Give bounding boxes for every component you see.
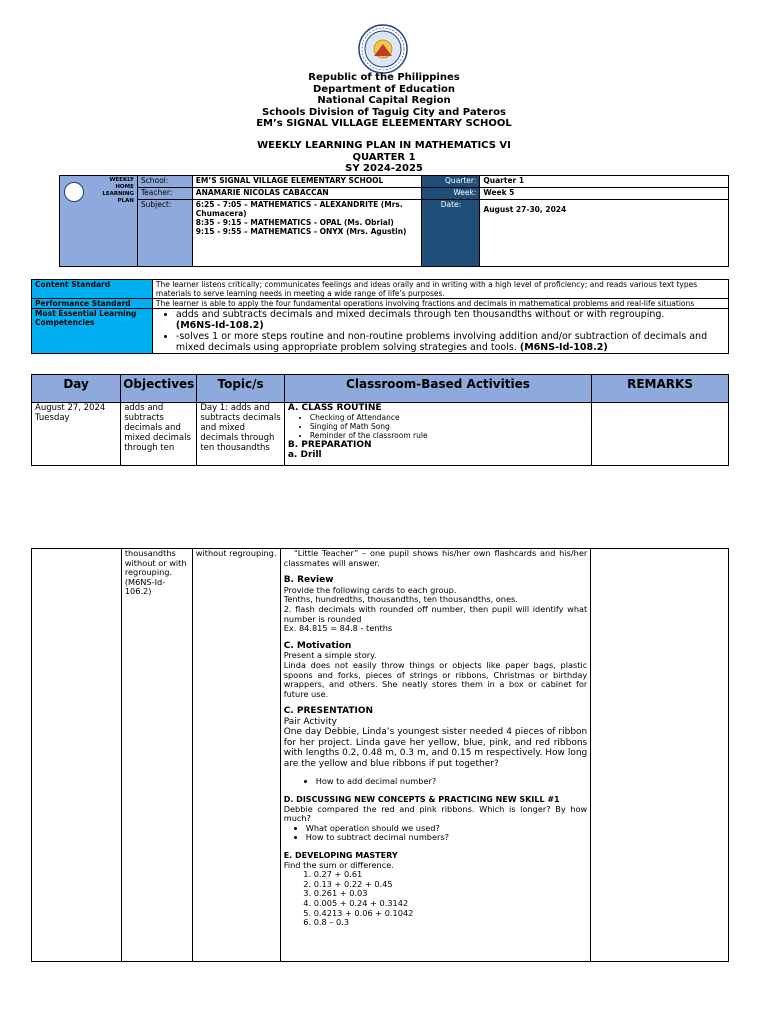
header-block: [0, 72, 768, 130]
header-line: EM’s SIGNAL VILLAGE ELEEMENTARY SCHOOL: [256, 118, 512, 129]
header-line: Republic of the Philippines: [308, 72, 460, 83]
content-standard-label: Content Standard: [32, 280, 153, 299]
review-line: Provide the following cards to each group.: [283, 584, 457, 595]
activities-table: [31, 374, 729, 466]
review-heading: B. Review: [283, 575, 334, 586]
topic-text-continued: without regrouping.: [192, 549, 280, 962]
standards-table: [31, 279, 729, 354]
week-label: Week:: [422, 188, 480, 200]
objective-text: adds and subtracts decimals and mixed decimals through ten: [121, 403, 197, 466]
presentation-question: • How to add decimal number?: [316, 777, 588, 787]
motivation-line: Present a simple story.: [283, 650, 377, 661]
routine-heading: A. CLASS ROUTINE: [287, 403, 382, 413]
activities-table-continued: [31, 548, 729, 962]
subject-line: 8:35 - 9:15 – MATHEMATICS - OPAL (Ms. Obrial): [195, 218, 394, 227]
presentation-heading: C. PRESENTATION: [283, 706, 374, 717]
header-line: National Capital Region: [317, 95, 451, 106]
motivation-line: Linda does not easily throw things or objects like paper bags, plastic spoons and forks, pieces of strings or ribbons, Christmas or birthday wrappers, and others. She neatly stores them in a box or cabinet for future use.: [283, 659, 588, 699]
exercise-item: 4. 0.005 + 0.24 + 0.3142: [314, 899, 588, 909]
col-header-day: Day: [32, 375, 121, 403]
subject-line: 9:15 - 9:55 – MATHEMATICS - ONYX (Mrs. Agustin): [195, 227, 407, 236]
motivation-heading: C. Motivation: [283, 640, 352, 651]
remarks-cell: [592, 403, 729, 466]
presentation-story: One day Debbie, Linda’s youngest sister needed 4 pieces of ribbon for her project. Linda gave her yellow, blue, pink, and red ribbons with lengths 0.2, 0.48 m, 0.3 m, and 0.15 m respectively. How long are the yellow and blue ribbons if put together?: [283, 727, 588, 769]
content-standard-text: The learner listens critically; communicates feelings and ideas orally and in writing with a high level of proficiency; and reads various text types materials to serve learning needs in meeting a wide range of life’s purposes.: [152, 280, 728, 299]
developing-heading: E. DEVELOPING MASTERY: [283, 850, 398, 860]
discussing-item: • How to subtract decimal numbers?: [306, 833, 588, 843]
subject-line: 6:25 - 7:05 – MATHEMATICS - ALEXANDRITE (Mrs. Chumacera): [195, 200, 403, 218]
topic-text: Day 1: adds and subtracts decimals and mixed decimals through ten thousandths: [197, 403, 285, 466]
melc-item: • adds and subtracts decimals and mixed decimals through ten thousandths without or with regrouping. (M6NS-Id-108.2): [176, 309, 725, 331]
review-line: Tenths, hundredths, thousandths, ten thousandths, ones.: [283, 594, 518, 605]
preparation-heading: B. PREPARATION: [287, 440, 372, 450]
performance-standard-label: Performance Standard: [32, 299, 153, 309]
plan-title: [0, 140, 768, 175]
title-line: WEEKLY LEARNING PLAN IN MATHEMATICS VI: [257, 140, 511, 151]
teacher-value: ANAMARIE NICOLAS CABACCAN: [192, 188, 422, 200]
day-cell-continued: [32, 549, 122, 962]
info-table: [59, 175, 729, 267]
performance-standard-text: The learner is able to apply the four fundamental operations involving fractions and decimals in mathematical problems and real-life situations: [152, 299, 728, 309]
presentation-line: Pair Activity: [283, 716, 337, 727]
little-teacher-text: “Little Teacher” – one pupil shows his/her own flashcards and his/her classmates will answer.: [283, 548, 588, 568]
badge-seal-icon: [64, 182, 84, 202]
melc-label: Most Essential Learning Competencies: [32, 309, 153, 354]
exercise-item: 5. 0.4213 + 0.06 + 0.1042: [314, 909, 588, 919]
day-date: August 27, 2024: [35, 403, 106, 413]
subject-label: Subject:: [137, 200, 192, 267]
exercise-item: 6. 0.8 – 0.3: [314, 918, 588, 928]
remarks-cell-continued: [591, 549, 729, 962]
week-value: Week 5: [480, 188, 729, 200]
col-header-topics: Topic/s: [197, 375, 285, 403]
exercise-item: 3. 0.261 + 0.03: [314, 889, 588, 899]
col-header-objectives: Objectives: [121, 375, 197, 403]
exercise-item: 1. 0.27 + 0.61: [314, 870, 588, 880]
title-line: QUARTER 1: [352, 151, 416, 163]
quarter-value: Quarter 1: [480, 176, 729, 188]
review-line: 2. flash decimals with rounded off number, then pupil will identify what number is rounded: [283, 603, 588, 624]
routine-item: • Reminder of the classroom rule: [310, 431, 588, 440]
col-header-remarks: REMARKS: [592, 375, 729, 403]
date-label: Date:: [422, 200, 480, 267]
date-value: August 27-30, 2024: [483, 205, 567, 214]
discussing-item: • What operation should we used?: [306, 824, 588, 834]
review-line: Ex. 84.815 = 84.8 - tenths: [283, 623, 393, 634]
exercise-item: 2. 0.13 + 0.22 + 0.45: [314, 880, 588, 890]
melc-item: • -solves 1 or more steps routine and non-routine problems involving addition and/or subtraction of decimals and mixed decimals using appropriate problem solving strategies and tools. (M6NS-Id-108.2): [176, 331, 725, 353]
deped-seal: [358, 24, 408, 74]
day-weekday: Tuesday: [35, 413, 70, 423]
discussing-heading: D. DISCUSSING NEW CONCEPTS & PRACTICING NEW SKILL #1: [283, 795, 560, 804]
quarter-label: Quarter:: [422, 176, 480, 188]
title-line: SY 2024-2025: [345, 163, 423, 174]
col-header-activities: Classroom-Based Activities: [284, 375, 591, 403]
teacher-label: Teacher:: [137, 188, 192, 200]
routine-item: • Checking of Attendance: [310, 413, 588, 422]
drill-heading: a. Drill: [287, 450, 322, 460]
discussing-line: Debbie compared the red and pink ribbons. Which is longer? By how much?: [283, 803, 588, 824]
badge-cell: [60, 176, 138, 267]
badge-text: WEEKLY HOME LEARNING PLAN: [102, 177, 134, 204]
objective-text-continued: thousandths without or with regrouping. (M6NS-Id-106.2): [121, 549, 192, 962]
school-value: EM’S SIGNAL VILLAGE ELEMENTARY SCHOOL: [192, 176, 422, 188]
school-label: School:: [137, 176, 192, 188]
developing-line: Find the sum or difference.: [283, 859, 394, 870]
routine-item: • Singing of Math Song: [310, 422, 588, 431]
header-line: Department of Education: [313, 83, 455, 95]
header-line: Schools Division of Taguig City and Pateros: [262, 106, 506, 118]
